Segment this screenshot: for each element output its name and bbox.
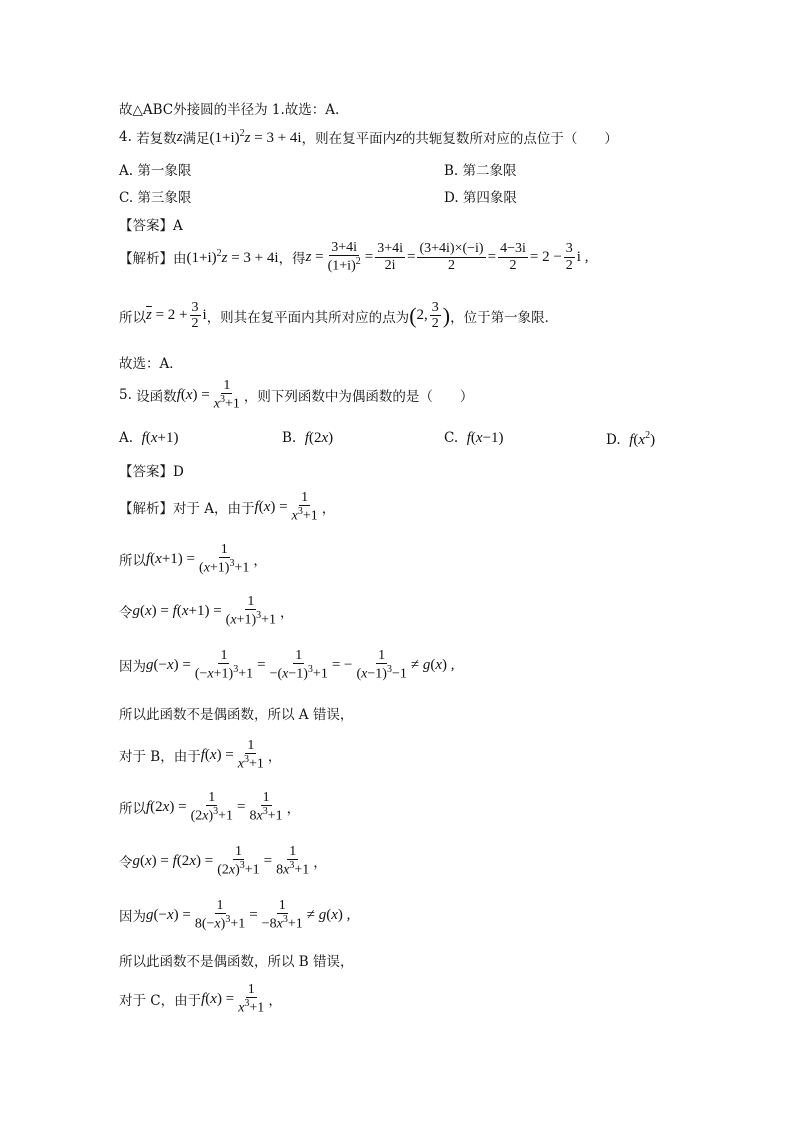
math: z [176, 128, 183, 145]
fraction: $\frac{1}{x^3+1}$ [238, 982, 265, 1017]
fraction: $\frac{3}{2}$ [565, 241, 573, 273]
q5-analysis-a3: 令 g(x) = f(x+1) = $\frac{1}{(x+1)^3+1}$ ， [119, 594, 294, 629]
fraction: $\frac{1}{(2x)^3+1}$ [190, 790, 234, 825]
q4-stem: 4. 若复数 z 满足 $(1+i)^2z = 3 + 4i$ ，则在复平面内 z 的共轭复数所对应的点位于（ ） [119, 127, 618, 147]
fraction: $\frac{1}{(2x)^3+1}$ [217, 844, 260, 879]
q5-option-b: B. f(2x) [282, 430, 334, 446]
fraction: $\frac{1}{x^3+1}$ [291, 490, 318, 525]
fraction: $\frac{1}{(x-1)^3-1}$ [356, 648, 407, 683]
q5-option-d: D. $f(x^2)$ [606, 430, 656, 448]
fraction: $\frac{1}{(-x+1)^3+1}$ [194, 648, 254, 683]
q5-number: 5. [119, 387, 132, 404]
q5-analysis-b3: 令 g(x) = f(2x) = $\frac{1}{(2x)^3+1}$ = $\frac{1}{8x^3+1}$ ， [119, 844, 327, 879]
fraction: $\frac{(3+4i)\times(-i)}{2}$ [419, 241, 484, 273]
fraction: $\frac{3+4i}{(1+i)^2}$ [327, 240, 361, 275]
fraction: $\frac{3}{2}$ [191, 300, 199, 332]
q4-analysis-line2: 所以 $\overline{z} = 2$ + $\frac{3}{2}$ i ，则其在复平面内其所对应的点为 ( 2, $\frac{3}{2}$ ) ，位于第一象限． [119, 300, 559, 332]
fraction: $\frac{1}{x^3+1}$ [237, 738, 264, 773]
q5-option-a: A. f(x+1) [119, 430, 179, 446]
q4-answer: 【答案】A [119, 218, 183, 234]
fraction: $\frac{3+4i}{2i}$ [377, 241, 403, 273]
math: $(1+i)^2z = 3 + 4i$ [186, 247, 279, 266]
q4-conclusion: 故选：A． [119, 356, 183, 372]
fraction: $\frac{1}{(x+1)^3+1}$ [225, 594, 277, 629]
fraction: $\frac{1}{-(x-1)^3+1}$ [269, 648, 328, 683]
q5-analysis-a4: 因为 g(−x) = $\frac{1}{(-x+1)^3+1}$ = $\frac{1}{-(x-1)^3+1}$ = − $\frac{1}{(x-1)^3-1}$ ≠ g(x) , [119, 648, 455, 683]
q5-stem: 5. 设函数 f(x) = $\frac{1}{x^3+1}$ ，则下列函数中为偶函数的是（ ） [119, 378, 474, 413]
q4-number: 4. [119, 129, 132, 145]
previous-conclusion: 故△ABC外接圆的半径为 1.故选：A. [119, 102, 340, 118]
fraction: $\frac{1}{8x^3+1}$ [276, 844, 310, 879]
q5-analysis-b1: 对于 B，由于 f(x) = $\frac{1}{x^3+1}$ ， [119, 738, 282, 773]
q5-analysis-a1: 【解析】对于 A，由于 f(x) = $\frac{1}{x^3+1}$ ， [119, 490, 336, 525]
q5-analysis-c1: 对于 C，由于 f(x) = $\frac{1}{x^3+1}$ ， [119, 982, 282, 1017]
q5-option-c: C. f(x−1) [444, 430, 504, 446]
math: f(x) = [176, 386, 210, 403]
q5-answer: 【答案】D [119, 464, 184, 480]
q5-analysis-a5: 所以此函数不是偶函数，所以 A 错误， [119, 707, 354, 723]
fraction: $\frac{1}{-8x^3+1}$ [261, 898, 303, 933]
fraction: $\frac{1}{(x+1)^3+1}$ [199, 542, 250, 577]
q5-analysis-b2: 所以 f(2x) = $\frac{1}{(2x)^3+1}$ = $\frac{1}{8x^3+1}$ ， [119, 790, 301, 825]
q4-option-d: D. 第四象限 [444, 190, 517, 206]
fraction: $\frac{1}{8x^3+1}$ [249, 790, 283, 825]
fraction: $\frac{3}{2}$ [431, 300, 439, 332]
fraction: $\frac{1}{x^3+1}$ [213, 378, 240, 413]
math: z [305, 248, 312, 265]
q4-analysis-line1: 【解析】由 $(1+i)^2z = 3 + 4i$ ，得 z = $\frac{3+4i}{(1+i)^2}$ = $\frac{3+4i}{2i}$ = $\frac{(3+4i)\times(-i)}{2}$ = $\frac{4-3i}{2}$ = 2 − $\frac{3}{2}$ i , [119, 240, 589, 275]
q4-option-c: C. 第三象限 [119, 190, 192, 206]
fraction: $\frac{1}{8(-x)^3+1}$ [194, 898, 246, 933]
q5-analysis-b4: 因为 g(−x) = $\frac{1}{8(-x)^3+1}$ = $\frac{1}{-8x^3+1}$ ≠ g(x) , [119, 898, 351, 933]
q5-analysis-a2: 所以 f(x+1) = $\frac{1}{(x+1)^3+1}$ ， [119, 542, 267, 577]
math: z [396, 128, 402, 145]
math: $\overline{z} = 2$ + [146, 307, 188, 324]
q4-option-b: B. 第二象限 [444, 163, 517, 179]
math: $(1+i)^2z = 3 + 4i$ [209, 127, 302, 146]
q5-analysis-b5: 所以此函数不是偶函数，所以 B 错误， [119, 954, 354, 970]
q4-option-a: A. 第一象限 [119, 163, 192, 179]
fraction: $\frac{4-3i}{2}$ [500, 241, 526, 273]
